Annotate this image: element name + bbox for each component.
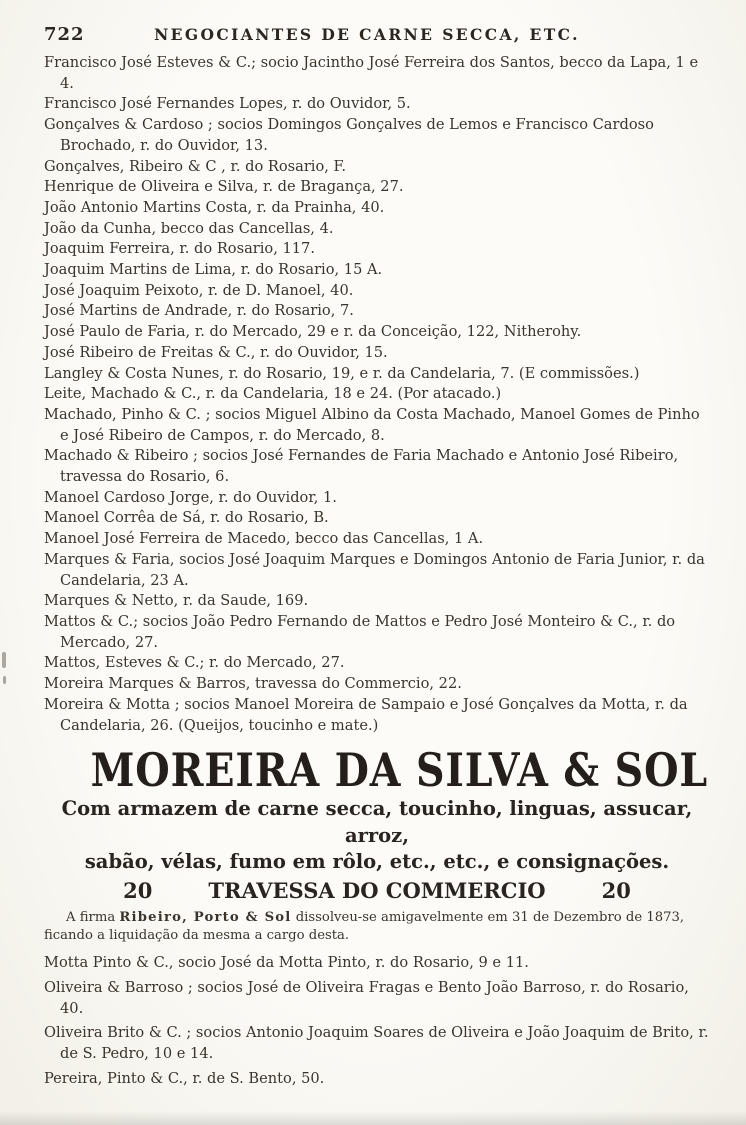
directory-entry: Machado & Ribeiro ; socios José Fernandes de Faria Machado e Antonio José Ribeiro, travessa do Rosario, 6. <box>44 447 679 486</box>
directory-entry: Oliveira & Barroso ; socios José de Oliveira Fragas e Bento João Barroso, r. do Rosario, 40. <box>44 978 689 1017</box>
ad-title: MOREIRA DA SILVA & SOL <box>90 743 709 798</box>
directory-entry: Marques & Faria, socios José Joaquim Marques e Domingos Antonio de Faria Junior, r. da Candelaria, 23 A. <box>44 550 705 589</box>
ad-note-suffix: dissolveu-se amigavelmente em 31 de Dezembro de 1873, ficando a liquidação da mesma a cargo desta. <box>44 909 685 943</box>
directory-entry: João da Cunha, becco das Cancellas, 4. <box>44 219 334 237</box>
ink-smudge <box>2 652 6 668</box>
directory-entry: Pereira, Pinto & C., r. de S. Bento, 50. <box>44 1069 325 1087</box>
directory-list-top <box>44 53 710 736</box>
directory-entry: Moreira Marques & Barros, travessa do Commercio, 22. <box>44 675 462 693</box>
page-header <box>44 24 710 45</box>
directory-entry: Marques & Netto, r. da Saude, 169. <box>44 592 309 610</box>
ad-note <box>44 909 710 945</box>
ad-address-street: TRAVESSA DO COMMERCIO <box>208 877 546 903</box>
directory-entry: Langley & Costa Nunes, r. do Rosario, 19, e r. da Candelaria, 7. (E commissões.) <box>44 364 640 382</box>
ad-note-prefix: A firma <box>66 909 120 925</box>
directory-entry: José Paulo de Faria, r. do Mercado, 29 e r. da Conceição, 122, Nitherohy. <box>44 323 582 341</box>
directory-entry: Manoel Cardoso Jorge, r. do Ouvidor, 1. <box>44 488 337 506</box>
scan-edge <box>0 1111 746 1125</box>
directory-entry: Gonçalves, Ribeiro & C , r. do Rosario, F. <box>44 157 347 175</box>
directory-entry: Moreira & Motta ; socios Manoel Moreira de Sampaio e José Gonçalves da Motta, r. da Candelaria, 26. (Queijos, toucinho e mate.) <box>44 695 688 734</box>
ink-smudge <box>3 676 6 684</box>
directory-entry: Henrique de Oliveira e Silva, r. de Bragança, 27. <box>44 178 404 196</box>
directory-entry: Motta Pinto & C., socio José da Motta Pinto, r. do Rosario, 9 e 11. <box>44 954 529 972</box>
directory-list-bottom <box>44 953 710 1089</box>
directory-entry: Mattos & C.; socios João Pedro Fernando de Mattos e Pedro José Monteiro & C., r. do Mercado, 27. <box>44 612 676 651</box>
ad-note-firm-name: Ribeiro, Porto & Sol <box>119 909 292 925</box>
ad-description-line2: sabão, vélas, fumo em rôlo, etc., etc., e consignações. <box>84 850 670 874</box>
directory-entry: José Joaquim Peixoto, r. de D. Manoel, 40. <box>44 281 354 299</box>
ad-description-line1: Com armazem de carne secca, toucinho, linguas, assucar, arroz, <box>61 797 693 847</box>
directory-entry: Francisco José Esteves & C.; socio Jacintho José Ferreira dos Santos, becco da Lapa, 1 e 4. <box>44 54 699 92</box>
ad-address-number-right: 20 <box>601 877 631 903</box>
directory-entry: Manoel José Ferreira de Macedo, becco das Cancellas, 1 A. <box>44 530 484 548</box>
advertisement <box>44 744 710 945</box>
page-number: 722 <box>44 24 85 45</box>
directory-entry: João Antonio Martins Costa, r. da Prainha, 40. <box>44 198 385 216</box>
running-header: NEGOCIANTES DE CARNE SECCA, ETC. <box>154 25 580 44</box>
directory-entry: José Ribeiro de Freitas & C., r. do Ouvidor, 15. <box>44 343 388 361</box>
directory-entry: Mattos, Esteves & C.; r. do Mercado, 27. <box>44 654 345 672</box>
directory-entry: Gonçalves & Cardoso ; socios Domingos Gonçalves de Lemos e Francisco Cardoso Brochado, r. do Ouvidor, 13. <box>44 116 654 154</box>
directory-entry: Francisco José Fernandes Lopes, r. do Ouvidor, 5. <box>44 95 411 113</box>
directory-entry: Joaquim Martins de Lima, r. do Rosario, 15 A. <box>44 261 383 279</box>
ad-address-number-left: 20 <box>123 877 153 903</box>
directory-entry: Machado, Pinho & C. ; socios Miguel Albino da Costa Machado, Manoel Gomes de Pinho e José Ribeiro de Campos, r. do Mercado, 8. <box>44 405 700 444</box>
directory-entry: Joaquim Ferreira, r. do Rosario, 117. <box>44 240 315 258</box>
directory-entry: Leite, Machado & C., r. da Candelaria, 18 e 24. (Por atacado.) <box>44 385 502 403</box>
ad-address <box>44 877 710 905</box>
directory-entry: Manoel Corrêa de Sá, r. do Rosario, B. <box>44 509 329 527</box>
directory-entry: José Martins de Andrade, r. do Rosario, 7. <box>44 302 354 320</box>
directory-entry: Oliveira Brito & C. ; socios Antonio Joaquim Soares de Oliveira e João Joaquim de Brito, r. de S. Pedro, 10 e 14. <box>44 1024 709 1062</box>
